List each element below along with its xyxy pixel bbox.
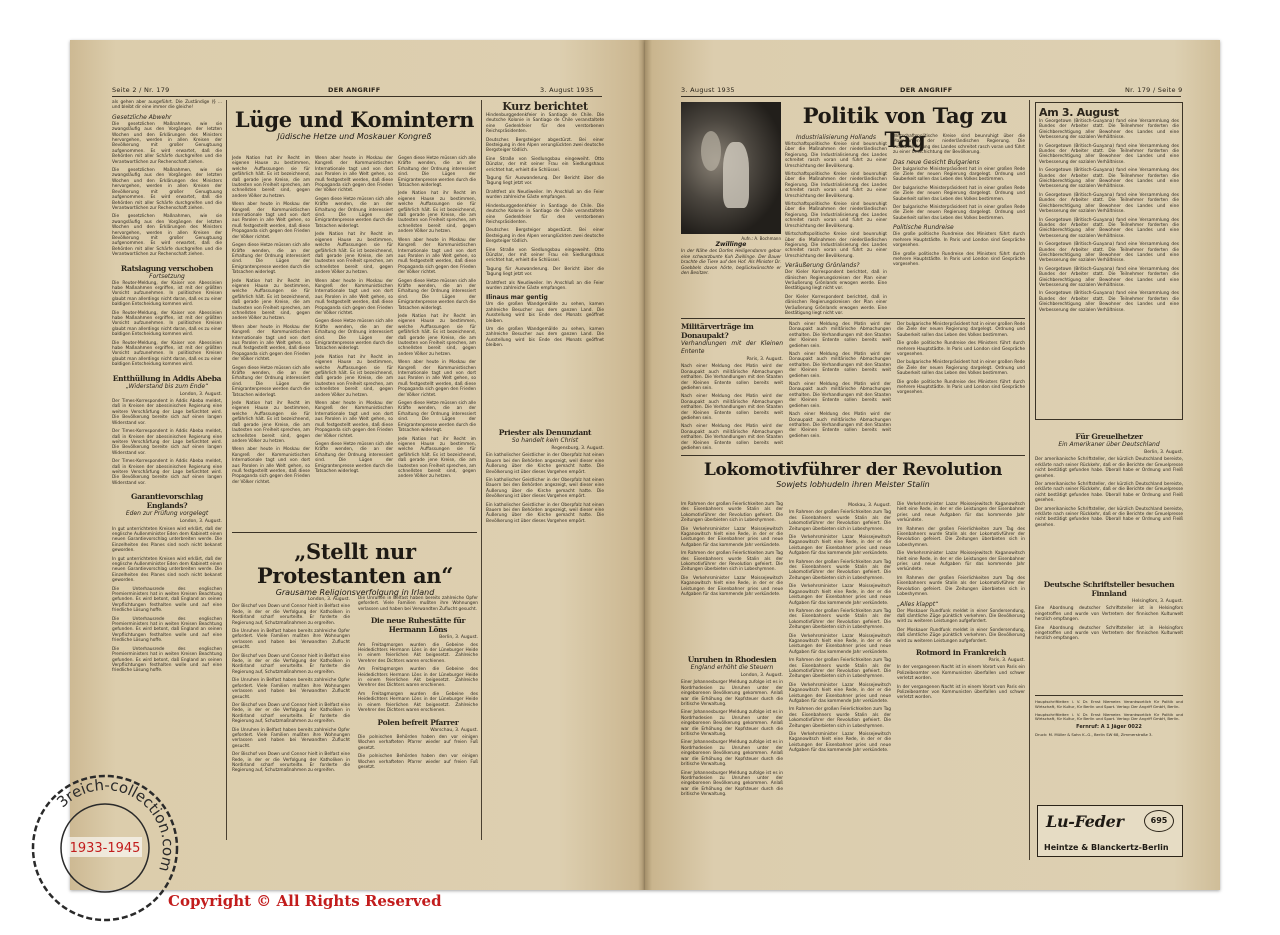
article-text: Der bulgarische Ministerpräsident hat in einer großen Rede die Ziele der neuen Regierung dargelegt. Ordnung und Sauberkeit sollen das Leben des Volkes bestimmen. [897, 360, 1025, 377]
subheadline: Industrialisierung Hollands [795, 134, 876, 141]
greuelhetzer-article [1035, 432, 1183, 572]
dateline: London, 3. August. [179, 391, 222, 397]
article-text: Die Reuter-Meldung, der Kaiser von Abessinien habe Maßnahmen ergriffen, ist mit der größten Vorsicht aufzunehmen. In politischen Kreisen glaubt man allerdings nicht daran, daß es zu einer baldigen Entscheidung kommen wird. [112, 310, 222, 338]
left-page-number: Seite 2 / Nr. 179 [112, 86, 170, 94]
intro-text: als gehen aber ausgeführt. Die Zuständige (§ ... und bleibt dir eine immer die gleiche! [112, 100, 222, 111]
am-3-august-title: Am 3. August [1039, 106, 1119, 119]
politik-col-2 [893, 134, 1025, 314]
impressum-phone: Fernruf: A 1 Jäger 0022 [1076, 724, 1142, 731]
article-text: Gegen diese Hetze müssen sich alle Kräfte wenden, die an der Erhaltung der Ordnung interessiert sind. Die Lügen der Emigrantenpresse werden durch die Tatsachen widerlegt. [232, 243, 310, 276]
article-text: Der Kieler Korrespondent berichtet, daß in dänischen Regierungskreisen der Plan einer Veräußerung Grönlands erwogen werde. Eine Bestätigung liegt nicht vor. [785, 270, 887, 292]
column-divider [481, 100, 482, 840]
protestanten-headline: „Stellt nur Protestanten an“ [256, 539, 454, 588]
article-text: Die große politische Rundreise des Ministers führt durch mehrere Hauptstädte. In Paris und London sind Gespräche vorgesehen. [893, 251, 1025, 268]
article-text: In der vergangenen Nacht ist in einem Vorort von Paris ein Polizeibeamter von Kommunisten überfallen und schwer verletzt worden. [897, 665, 1025, 682]
section-title: Gesetzliche Abwehr [112, 113, 172, 121]
main-article-col-3 [398, 156, 476, 486]
article-text: Gegen diese Hetze müssen sich alle Kräfte wenden, die an der Erhaltung der Ordnung interessiert sind. Die Lügen der Emigrantenpresse werden durch die Tatsachen widerlegt. [315, 319, 393, 352]
article-text: Im Rahmen der großen Feierlichkeiten zum Tag des Eisenbahners wurde Stalin als der Lokomotivführer der Revolution gefeiert. Die Zeitungen überbieten sich in Lobeshymnen. [681, 551, 783, 573]
article-text: Die Unterhausrede des englischen Premierministers hat in weiten Kreisen Beachtung gefunden. Es wird betont, daß England an seinen Verpflichtungen festhalten wolle und auf eine friedliche Lösung hoffe. [112, 616, 222, 644]
section-title: Ilinaus mar gentig [486, 294, 548, 302]
article-text: Die Verkehrsminister Lazar Moissejewitsch Kaganowitsch hielt eine Rede, in der er die Leistungen der Eisenbahner pries und neue Aufgaben für das kommende Jahr verkündete. [897, 502, 1025, 524]
section-title: Politische Rundreise [893, 224, 954, 232]
photo-credit: Aufn.: A. Bochmann [741, 236, 781, 241]
photo-caption-title: Zwillinge [715, 241, 747, 249]
article-text: Die Verkehrsminister Lazar Moissejewitsch Kaganowitsch hielt eine Rede, in der er die Leistungen der Eisenbahner pries und neue Aufgaben für das kommende Jahr verkündete. [681, 575, 783, 598]
lu-feder-ad [1037, 805, 1183, 857]
section-rule [681, 455, 1025, 456]
article-text: Wenn aber heute in Moskau der Kongreß der Kommunistischen Internationale tagt und von dort aus Parolen in alle Welt gehen, so muß festgestellt werden, daß diese Propaganda sich gegen den Frieden der Völker richtet. [232, 324, 310, 363]
article-text: Nach einer Meldung des Matin wird der Donaupakt auch militärische Abmachungen enthalten. Die Verhandlungen mit den Staaten der Kleinen Entente sollen bereits weit gediehen sein. [681, 364, 783, 392]
article-text: Im Rahmen der großen Feierlichkeiten zum Tag des Eisenbahners wurde Stalin als der Lokomotivführer der Revolution gefeiert. Die Zeitungen überbieten sich in Lobeshymnen. [789, 707, 891, 729]
section-title: Veräußerung Grönlands? [785, 262, 860, 270]
dateline: Berlin, 3. August. [439, 635, 478, 641]
photo-figure [723, 142, 749, 208]
news-item: Drahtfest als Neudiweiler. Im Anschluß an die Feier wurden zahlreiche Gäste empfangen. [486, 280, 604, 291]
donaupakt-article [681, 322, 783, 452]
newspaper-spread [70, 40, 1220, 890]
article-text: Nach einer Meldung des Matin wird der Donaupakt auch militärische Abmachungen enthalten. Die Verhandlungen mit den Staaten der Kleinen Entente sollen bereits weit gediehen sein. [789, 322, 891, 349]
kurz-berichtet-title: Kurz berichtet [502, 100, 588, 113]
protestanten-col-2 [358, 596, 478, 846]
donaupakt-col-2 [789, 322, 891, 452]
article-text: Die polnischen Behörden haben den vor einigen Wochen verhafteten Pfarrer wieder auf freien Fuß gesetzt. [358, 734, 478, 751]
politik-col-1 [785, 134, 887, 314]
lokomotiv-subheadline: Sowjets lobhudeln ihren Meister Stalin [776, 480, 930, 489]
subheadline: Fortsetzung [149, 272, 185, 280]
article-text: Gegen diese Hetze müssen sich alle Kräfte wenden, die an der Erhaltung der Ordnung interessiert sind. Die Lügen der Emigrantenpresse werden durch die Tatsachen widerlegt. [315, 441, 393, 474]
article-text: In der vergangenen Nacht ist in einem Vorort von Paris ein Polizeibeamter von Kommunisten überfallen und schwer verletzt worden. [897, 684, 1025, 701]
article-text: Wenn aber heute in Moskau der Kongreß der Kommunistischen Internationale tagt und von dort aus Parolen in alle Welt gehen, so muß festgestellt werden, daß diese Propaganda sich gegen den Frieden der Völker richtet. [398, 360, 476, 398]
article-text: In Georgetown (Britisch-Guayana) fand eine Versammlung des Bundes der Arbeiter statt. Die Teilnehmer forderten die Gleichberechtigung aller Bewohner des Landes und eine Verbesserung der sozialen Verhältnisse. [1039, 217, 1179, 239]
article-text: Wenn aber heute in Moskau der Kongreß der Kommunistischen Internationale tagt und von dort aus Parolen in alle Welt gehen, so muß festgestellt werden, daß diese Propaganda sich gegen den Frieden der Völker richtet. [315, 401, 393, 439]
article-text: Wenn aber heute in Moskau der Kongreß der Kommunistischen Internationale tagt und von dort aus Parolen in alle Welt gehen, so muß festgestellt werden, daß diese Propaganda sich gegen den Frieden der Völker richtet. [315, 156, 393, 194]
article-text: Die Reuter-Meldung, der Kaiser von Abessinien habe Maßnahmen ergriffen, ist mit der größten Vorsicht aufzunehmen. In politischen Kreisen glaubt man allerdings nicht daran, daß es zu einer baldigen Entscheidung kommen wird. [112, 280, 222, 308]
photo-caption [681, 236, 781, 306]
dateline: Warschau, 3. August. [430, 727, 478, 733]
article-text: Der Kieler Korrespondent berichtet, daß in dänischen Regierungskreisen der Plan einer Veräußerung Grönlands erwogen werde. Eine Bestätigung liegt nicht vor. [785, 294, 887, 316]
headline: Polen befreit Pfarrer [377, 717, 459, 727]
article-text: Der bulgarische Ministerpräsident hat in einer großen Rede die Ziele der neuen Regierung dargelegt. Ordnung und Sauberkeit sollen das Leben des Volkes bestimmen. [893, 205, 1025, 221]
article-text: Nach einer Meldung des Matin wird der Donaupakt auch militärische Abmachungen enthalten. Die Verhandlungen mit den Staaten der Kleinen Entente sollen bereits weit gediehen sein. [681, 424, 783, 452]
photo-figure [701, 131, 721, 171]
protestanten-subheadline: Grausame Religionsverfolgung in Irland [275, 588, 435, 597]
impressum-text: Hauptschriftleiter: i. V. Dr. Ernst Niemeier. Verantwortlich für Politik und Wirtschaft, für Kultur, für Berlin und Sport. Verlag: Der Angriff GmbH, Berlin. [1035, 699, 1183, 709]
dateline: London, 3. August. [740, 673, 783, 678]
article-text: Wirtschaftspolitische Kreise sind beunruhigt über die Maßnahmen der niederländischen Regierung. Die Industrialisierung des Landes schreitet rasch voran und führt zu einer Umschichtung der Bevölkerung. [785, 202, 887, 229]
article-text: Der Moskauer Rundfunk meldet in einer Sondersendung, daß sämtliche Züge pünktlich verkehren. Die Bevölkerung wird zu weiteren Leistungen aufgefordert. [897, 608, 1025, 625]
lokomotiv-col-1 [681, 502, 783, 652]
schriftsteller-article [1035, 580, 1183, 690]
article-text: Jede Nation hat ihr Recht im eigenen Hause zu bestimmen, welche Auffassungen sie für gefährlich hält. Es ist bezeichnend, daß gerade jene Kreise, die am lautesten von Freiheit sprechen, am schnellsten bereit sind, gegen andere Völker zu hetzen. [398, 191, 476, 235]
ad-number: 695 [1144, 810, 1174, 832]
article-text: Der bulgarische Ministerpräsident hat in einer großen Rede die Ziele der neuen Regierung dargelegt. Ordnung und Sauberkeit sollen das Leben des Volkes bestimmen. [893, 185, 1025, 202]
protestanten-col-1 [232, 596, 350, 846]
main-subheadline: Jüdische Hetze und Moskauer Kongreß [277, 132, 432, 141]
column-divider [226, 100, 227, 840]
article-text: In gut unterrichteten Kreisen wird erklärt, daß der englische Außenminister Eden dem Kabinett einen neuen Garantievorschlag unterbreiten werde. Die Einzelheiten des Planes sind noch nicht bekannt geworden. [112, 526, 222, 554]
article-text: Gegen diese Hetze müssen sich alle Kräfte wenden, die an der Erhaltung der Ordnung interessiert sind. Die Lügen der Emigrantenpresse werden durch die Tatsachen widerlegt. [232, 365, 310, 398]
article-text: In Georgetown (Britisch-Guayana) fand eine Versammlung des Bundes der Arbeiter statt. Die Teilnehmer forderten die Gleichberechtigung aller Bewohner des Landes und eine Verbesserung der sozialen Verhältnisse. [1039, 192, 1179, 215]
stamp-years: 1933-1945 [69, 841, 141, 856]
article-text: Um die großen Wandgemälde zu sehen, kamen zahlreiche Besucher aus dem ganzen Land. Die Ausstellung wird bis Ende des Monats geöffnet bleiben. [486, 327, 604, 349]
article-text: Am Freitagmorgen wurden die Gebeine des Heidedichters Hermann Löns in der Lüneburger Heide in einem feierlichen Akt beigesetzt. Zahlreiche Verehrer des Dichters waren erschienen. [358, 691, 478, 714]
article-text: In Georgetown (Britisch-Guayana) fand eine Versammlung des Bundes der Arbeiter statt. Die Teilnehmer forderten die Gleichberechtigung aller Bewohner des Landes und eine Verbesserung der sozialen Verhältnisse. [1039, 291, 1179, 313]
headline: Priester als Denunziant [498, 428, 592, 437]
article-text: Gegen diese Hetze müssen sich alle Kräfte wenden, die an der Erhaltung der Ordnung interessiert sind. Die Lügen der Emigrantenpresse werden durch die Tatsachen widerlegt. [398, 401, 476, 434]
article-text: Der Times-Korrespondent in Addis Abeba meldet, daß in Kreisen der abessinischen Regierung eine weitere Verschärfung der Lage befürchtet wird. Die Bevölkerung bereite sich auf einen langen Widerstand vor. [112, 459, 222, 486]
news-item: Eine Straße von Siedlungsbau eingeweiht. Otto Dünzlar, der mit seiner Frau ein Siedlungshaus errichtet hat, erhielt die Schlüssel. [486, 247, 604, 264]
politik-headline: Politik von Tag zu Tag [802, 103, 1008, 152]
article-text: Einer Johannesburger Meldung zufolge ist es in Nordrhodesien zu Unruhen unter der eingeborenen Bevölkerung gekommen. Anlaß war die Erhöhung der Kopfsteuer durch die britische Verwaltung. [681, 740, 783, 768]
section-text: Die gesetzlichen Maßnahmen, wie sie zwangsläufig aus den Vorgängen der letzten Wochen und den Erklärungen des Ministers hervorgehen, werden in allen Kreisen der Bevölkerung mit großer Genugtuung aufgenommen. Es wird erwartet, daß die Behörden mit aller Schärfe durchgreifen und die Verantwortlichen zur Rechenschaft ziehen. [112, 121, 222, 165]
article-text: Nach einer Meldung des Matin wird der Donaupakt auch militärische Abmachungen enthalten. Die Verhandlungen mit den Staaten der Kleinen Entente sollen bereits weit gediehen sein. [789, 352, 891, 379]
article-text: Der Bischof von Down und Connor hielt in Belfast eine Rede, in der er die Verfolgung der Katholiken in Nordirland scharf verurteilte. Er forderte die Regierung auf, Schutzmaßnahmen zu ergreifen. [232, 702, 350, 725]
news-item: Hindenburggedenkfeier in Santiago de Chile. Die deutsche Kolonie in Santiago de Chile veranstaltete eine Gedenkfeier für den verstorbenen Reichspräsidenten. [486, 203, 604, 225]
article-text: Gegen diese Hetze müssen sich alle Kräfte wenden, die an der Erhaltung der Ordnung interessiert sind. Die Lügen der Emigrantenpresse werden durch die Tatsachen widerlegt. [398, 278, 476, 311]
article-text: Die Verkehrsminister Lazar Moissejewitsch Kaganowitsch hielt eine Rede, in der er die Leistungen der Eisenbahner pries und neue Aufgaben für das kommende Jahr verkündete. [681, 526, 783, 548]
article-text: Die Verkehrsminister Lazar Moissejewitsch Kaganowitsch hielt eine Rede, in der er die Leistungen der Eisenbahner pries und neue Aufgaben für das kommende Jahr verkündete. [789, 584, 891, 606]
headline: Entthüllung in Addis Abeba [112, 373, 222, 383]
subheadline: Ein Amerikaner über Deutschland [1058, 441, 1160, 448]
left-date: 3. August 1935 [540, 86, 594, 94]
article-text: Der amerikanische Schriftsteller, der kürzlich Deutschland bereiste, erklärte nach seiner Rückkehr, daß er die Berichte der Greuelpresse nicht bestätigt gefunden habe. Überall habe er Ordnung und Fleiß gesehen. [1035, 457, 1183, 479]
article-text: Um die großen Wandgemälde zu sehen, kamen zahlreiche Besucher aus dem ganzen Land. Die Ausstellung wird bis Ende des Monats geöffnet bleiben. [486, 302, 604, 324]
main-article-col-2 [315, 156, 393, 486]
article-text: Im Rahmen der großen Feierlichkeiten zum Tag des Eisenbahners wurde Stalin als der Lokomotivführer der Revolution gefeiert. Die Zeitungen überbieten sich in Lobeshymnen. [789, 559, 891, 581]
section-title: „Alles klappt“ [897, 600, 939, 608]
lokomotiv-headline-block [681, 460, 1025, 500]
article-text: Wenn aber heute in Moskau der Kongreß der Kommunistischen Internationale tagt und von dort aus Parolen in alle Welt gehen, so muß festgestellt werden, daß diese Propaganda sich gegen den Frieden der Völker richtet. [232, 202, 310, 240]
section-text: Die gesetzlichen Maßnahmen, wie sie zwangsläufig aus den Vorgängen der letzten Wochen und den Erklärungen des Ministers hervorgehen, werden in allen Kreisen der Bevölkerung mit großer Genugtuung aufgenommen. Es wird erwartet, daß die Behörden mit aller Schärfe durchgreifen und die Verantwortlichen zur Rechenschaft ziehen. [112, 168, 222, 211]
section-text: Die gesetzlichen Maßnahmen, wie sie zwangsläufig aus den Vorgängen der letzten Wochen und den Erklärungen des Ministers hervorgehen, werden in allen Kreisen der Bevölkerung mit großer Genugtuung aufgenommen. Es wird erwartet, daß die Behörden mit aller Schärfe durchgreifen und die Verantwortlichen zur Rechenschaft ziehen. [112, 214, 222, 258]
headline: Unruhen in Rhodesien [687, 655, 777, 664]
headline: Ratslagung verschoben [120, 263, 214, 273]
left-masthead: DER ANGRIFF [328, 86, 381, 94]
news-item: Eine Straße von Siedlungsbau eingeweiht. Otto Dünzlar, der mit seiner Frau ein Siedlungshaus errichtet hat, erhielt die Schlüssel. [486, 156, 604, 173]
lokomotiv-col-2 [789, 502, 891, 852]
article-text: In Georgetown (Britisch-Guayana) fand eine Versammlung des Bundes der Arbeiter statt. Die Teilnehmer forderten die Gleichberechtigung aller Bewohner des Landes und eine Verbesserung der sozialen Verhältnisse. [1039, 266, 1179, 288]
news-item: Tagung für Auswanderung. Der Bericht über die Tagung liegt jetzt vor. [486, 176, 604, 187]
main-headline: Lüge und Komintern [234, 107, 475, 132]
article-text: Einer Johannesburger Meldung zufolge ist es in Nordrhodesien zu Unruhen unter der eingeborenen Bevölkerung gekommen. Anlaß war die Erhöhung der Kopfsteuer durch die britische Verwaltung. [681, 770, 783, 798]
right-masthead: DER ANGRIFF [900, 86, 953, 94]
center-fold [638, 40, 652, 890]
dateline: Paris, 3. August. [988, 657, 1025, 663]
article-text: Gegen diese Hetze müssen sich alle Kräfte wenden, die an der Erhaltung der Ordnung interessiert sind. Die Lügen der Emigrantenpresse werden durch die Tatsachen widerlegt. [315, 196, 393, 229]
kurz-berichtet-column [486, 100, 604, 420]
headline: Garantievorschlag Englands? [130, 492, 204, 511]
dateline: Moskau, 3. August. [848, 503, 891, 508]
article-text: Der Times-Korrespondent in Addis Abeba meldet, daß in Kreisen der abessinischen Regierung eine weitere Verschärfung der Lage befürchtet wird. Die Bevölkerung bereite sich auf einen langen Widerstand vor. [112, 429, 222, 456]
article-text: Nach einer Meldung des Matin wird der Donaupakt auch militärische Abmachungen enthalten. Die Verhandlungen mit den Staaten der Kleinen Entente sollen bereits weit gediehen sein. [789, 382, 891, 409]
article-text: Der Moskauer Rundfunk meldet in einer Sondersendung, daß sämtliche Züge pünktlich verkehren. Die Bevölkerung wird zu weiteren Leistungen aufgefordert. [897, 627, 1025, 644]
article-text: Wenn aber heute in Moskau der Kongreß der Kommunistischen Internationale tagt und von dort aus Parolen in alle Welt gehen, so muß festgestellt werden, daß diese Propaganda sich gegen den Frieden der Völker richtet. [315, 278, 393, 316]
article-text: Jede Nation hat ihr Recht im eigenen Hause zu bestimmen, welche Auffassungen sie für gefährlich hält. Es ist bezeichnend, daß gerade jene Kreise, die am lautesten von Freiheit sprechen, am schnellsten bereit sind, gegen andere Völker zu hetzen. [315, 354, 393, 398]
collection-stamp [30, 773, 180, 923]
article-text: Die Unruhen in Belfast haben bereits zahlreiche Opfer gefordert. Viele Familien mußten ihre Wohnungen verlassen und haben bei Verwandten Zuflucht gesucht. [232, 678, 350, 700]
section-title: Das neue Gesicht Bulgariens [893, 158, 980, 166]
subheadline: England erhöht die Steuern [690, 664, 774, 671]
headline: Die neue Ruhestätte für Hermann Löns [370, 616, 466, 635]
column-divider [1029, 100, 1030, 860]
header-rule [112, 96, 602, 97]
article-text: In Georgetown (Britisch-Guayana) fand eine Versammlung des Bundes der Arbeiter statt. Die Teilnehmer forderten die Gleichberechtigung aller Bewohner des Landes und eine Verbesserung der sozialen Verhältnisse. [1039, 168, 1179, 190]
article-text: Die Verkehrsminister Lazar Moissejewitsch Kaganowitsch hielt eine Rede, in der er die Leistungen der Eisenbahner pries und neue Aufgaben für das kommende Jahr verkündete. [789, 732, 891, 754]
article-text: Im Rahmen der großen Feierlichkeiten zum Tag des Eisenbahners wurde Stalin als der Lokomotivführer der Revolution gefeiert. Die Zeitungen überbieten sich in Lobeshymnen. [789, 510, 891, 532]
lokomotiv-headline: Lokomotivführer der Revolution [703, 460, 1003, 480]
dateline: London, 3. August. [307, 597, 350, 602]
article-text: Jede Nation hat ihr Recht im eigenen Hause zu bestimmen, welche Auffassungen sie für gefährlich hält. Es ist bezeichnend, daß gerade jene Kreise, die am lautesten von Freiheit sprechen, am schnellsten bereit sind, gegen andere Völker zu hetzen. [315, 232, 393, 276]
section-rule [232, 532, 477, 533]
news-item: Deutsches Bergsteiger abgestürzt. Bei einer Besteigung in den Alpen verunglückten zwei deutsche Bergsteiger tödlich. [486, 228, 604, 245]
subheadline: Verhandlungen mit der Kleinen Entente [681, 340, 783, 355]
am-3-august-box [1035, 102, 1183, 420]
article-text: Im Rahmen der großen Feierlichkeiten zum Tag des Eisenbahners wurde Stalin als der Lokomotivführer der Revolution gefeiert. Die Zeitungen überbieten sich in Lobeshymnen. [897, 526, 1025, 548]
article-text: Die Reuter-Meldung, der Kaiser von Abessinien habe Maßnahmen ergriffen, ist mit der größten Vorsicht aufzunehmen. In politischen Kreisen glaubt man allerdings nicht daran, daß es zu einer baldigen Entscheidung kommen wird. [112, 340, 222, 368]
article-text: Im Rahmen der großen Feierlichkeiten zum Tag des Eisenbahners wurde Stalin als der Lokomotivführer der Revolution gefeiert. Die Zeitungen überbieten sich in Lobeshymnen. [789, 658, 891, 680]
article-text: Wirtschaftspolitische Kreise sind beunruhigt über die Maßnahmen der niederländischen Regierung. Die Industrialisierung des Landes schreitet rasch voran und führt zu einer Umschichtung der Bevölkerung. [785, 142, 887, 169]
article-text: Wirtschaftspolitische Kreise sind beunruhigt über die Maßnahmen der niederländischen Regierung. Die Industrialisierung des Landes schreitet rasch voran und führt zu einer Umschichtung der Bevölkerung. [893, 134, 1025, 156]
left-column [112, 100, 222, 840]
article-text: Wenn aber heute in Moskau der Kongreß der Kommunistischen Internationale tagt und von dort aus Parolen in alle Welt gehen, so muß festgestellt werden, daß diese Propaganda sich gegen den Frieden der Völker richtet. [232, 447, 310, 485]
right-date: 3. August 1935 [681, 86, 735, 94]
subheadline: So handelt kein Christ [511, 437, 579, 444]
stamp-text: 3reich-collection.com [53, 775, 178, 874]
article-text: Im Rahmen der großen Feierlichkeiten zum Tag des Eisenbahners wurde Stalin als der Lokomotivführer der Revolution gefeiert. Die Zeitungen überbieten sich in Lobeshymnen. [681, 502, 783, 524]
news-item: Tagung für Auswanderung. Der Bericht über die Tagung liegt jetzt vor. [486, 266, 604, 278]
article-text: Ein katholischer Geistlicher in der Oberpfalz hat einen Bauern bei den Behörden angezeigt, weil dieser eine Äußerung über die Kirche gemacht hatte. Die Bevölkerung ist über dieses Vorgehen empört. [486, 502, 604, 524]
article-text: Der bulgarische Ministerpräsident hat in einer großen Rede die Ziele der neuen Regierung dargelegt. Ordnung und Sauberkeit sollen das Leben des Volkes bestimmen. [897, 322, 1025, 338]
ad-brand: Lu-Feder [1046, 812, 1124, 831]
news-item: Drahtfest als Neudiweiler. Im Anschluß an die Feier wurden zahlreiche Gäste empfangen. [486, 189, 604, 201]
rhodesien-article [681, 655, 783, 855]
article-text: Nach einer Meldung des Matin wird der Donaupakt auch militärische Abmachungen enthalten. Die Verhandlungen mit den Staaten der Kleinen Entente sollen bereits weit gediehen sein. [789, 412, 891, 439]
article-text: Jede Nation hat ihr Recht im eigenen Hause zu bestimmen, welche Auffassungen sie für gefährlich hält. Es ist bezeichnend, daß gerade jene Kreise, die am lautesten von Freiheit sprechen, am schnellsten bereit sind, gegen andere Völker zu hetzen. [398, 436, 476, 480]
article-text: Einer Johannesburger Meldung zufolge ist es in Nordrhodesien zu Unruhen unter der eingeborenen Bevölkerung gekommen. Anlaß war die Erhöhung der Kopfsteuer durch die britische Verwaltung. [681, 710, 783, 738]
article-text: Die Unruhen in Belfast haben bereits zahlreiche Opfer gefordert. Viele Familien mußten ihre Wohnungen verlassen und haben bei Verwandten Zuflucht gesucht. [232, 629, 350, 651]
article-text: Die polnischen Behörden haben den vor einigen Wochen verhafteten Pfarrer wieder auf freien Fuß gesetzt. [358, 754, 478, 770]
article-text: Die Unterhausrede des englischen Premierministers hat in weiten Kreisen Beachtung gefunden. Es wird betont, daß England an seinen Verpflichtungen festhalten wolle und auf eine friedliche Lösung hoffe. [112, 646, 222, 674]
donaupakt-col-3 [897, 322, 1025, 452]
article-text: Jede Nation hat ihr Recht im eigenen Hause zu bestimmen, welche Auffassungen sie für gefährlich hält. Es ist bezeichnend, daß gerade jene Kreise, die am lautesten von Freiheit sprechen, am schnellsten bereit sind, gegen andere Völker zu hetzen. [398, 313, 476, 357]
dateline: Regensburg, 3. August. [551, 446, 604, 451]
ad-maker: Heintze & Blanckertz-Berlin [1044, 843, 1169, 852]
article-text: Eine Abordnung deutscher Schriftsteller ist in Helsingfors eingetroffen und wurde von Vertretern der finnischen Kulturwelt herzlich empfangen. [1035, 625, 1183, 642]
subheadline: Eden zur Prüfung vorgelegt [125, 510, 209, 518]
lokomotiv-col-3 [897, 502, 1025, 852]
right-page-number: Nr. 179 / Seite 9 [1125, 86, 1183, 94]
article-text: Der amerikanische Schriftsteller, der kürzlich Deutschland bereiste, erklärte nach seiner Rückkehr, daß er die Berichte der Greuelpresse nicht bestätigt gefunden habe. Überall habe er Ordnung und Fleiß gesehen. [1035, 482, 1183, 504]
article-text: In Georgetown (Britisch-Guayana) fand eine Versammlung des Bundes der Arbeiter statt. Die Teilnehmer forderten die Gleichberechtigung aller Bewohner des Landes und eine Verbesserung der sozialen Verhältnisse. [1039, 242, 1179, 264]
news-item: Hindenburggedenkfeier in Santiago de Chile. Die deutsche Kolonie in Santiago de Chile veranstaltete eine Gedenkfeier für den verstorbenen Reichspräsidenten. [486, 113, 604, 135]
article-text: Nach einer Meldung des Matin wird der Donaupakt auch militärische Abmachungen enthalten. Die Verhandlungen mit den Staaten der Kleinen Entente sollen bereits weit gediehen sein. [681, 394, 783, 422]
article-text: Die Verkehrsminister Lazar Moissejewitsch Kaganowitsch hielt eine Rede, in der er die Leistungen der Eisenbahner pries und neue Aufgaben für das kommende Jahr verkündete. [789, 682, 891, 704]
article-text: Die Unruhen in Belfast haben bereits zahlreiche Opfer gefordert. Viele Familien mußten ihre Wohnungen verlassen und haben bei Verwandten Zuflucht gesucht. [232, 727, 350, 749]
impressum [1035, 700, 1183, 800]
impressum-text: Hauptschriftleiter: i. V. Dr. Ernst Niemeier. Verantwortlich für Politik und Wirtschaft, für Kultur, für Berlin und Sport. Verlag: Der Angriff GmbH, Berlin. [1035, 711, 1183, 722]
article-text: Jede Nation hat ihr Recht im eigenen Hause zu bestimmen, welche Auffassungen sie für gefährlich hält. Es ist bezeichnend, daß gerade jene Kreise, die am lautesten von Freiheit sprechen, am schnellsten bereit sind, gegen andere Völker zu hetzen. [232, 156, 310, 199]
article-text: Am Freitagmorgen wurden die Gebeine des Heidedichters Hermann Löns in der Lüneburger Heide in einem feierlichen Akt beigesetzt. Zahlreiche Verehrer des Dichters waren erschienen. [358, 667, 478, 689]
dateline: London, 3. August. [179, 519, 222, 525]
headline: Für Greuelhetzer [1075, 432, 1143, 441]
article-text: Der Bischof von Down und Connor hielt in Belfast eine Rede, in der er die Verfolgung der Katholiken in Nordirland scharf verurteilte. Er forderte die Regierung auf, Schutzmaßnahmen zu ergreifen. [232, 653, 350, 675]
article-text: Der Bischof von Down und Connor hielt in Belfast eine Rede, in der er die Verfolgung der Katholiken in Nordirland scharf verurteilte. Er forderte die Regierung auf, Schutzmaßnahmen zu ergreifen. [232, 752, 350, 774]
article-text: Die Verkehrsminister Lazar Moissejewitsch Kaganowitsch hielt eine Rede, in der er die Leistungen der Eisenbahner pries und neue Aufgaben für das kommende Jahr verkündete. [789, 535, 891, 557]
article-text: Die Unruhen in Belfast haben bereits zahlreiche Opfer gefordert. Viele Familien mußten ihre Wohnungen verlassen und haben bei Verwandten Zuflucht gesucht. [358, 596, 478, 612]
article-text: Die große politische Rundreise des Ministers führt durch mehrere Hauptstädte. In Paris und London sind Gespräche vorgesehen. [893, 232, 1025, 249]
article-text: Wirtschaftspolitische Kreise sind beunruhigt über die Maßnahmen der niederländischen Regierung. Die Industrialisierung des Landes schreitet rasch voran und führt zu einer Umschichtung der Bevölkerung. [785, 232, 887, 259]
article-text: Die Verkehrsminister Lazar Moissejewitsch Kaganowitsch hielt eine Rede, in der er die Leistungen der Eisenbahner pries und neue Aufgaben für das kommende Jahr verkündete. [897, 551, 1025, 573]
photo-twins [681, 102, 781, 234]
article-text: In Georgetown (Britisch-Guayana) fand eine Versammlung des Bundes der Arbeiter statt. Die Teilnehmer forderten die Gleichberechtigung aller Bewohner des Landes und eine Verbesserung der sozialen Verhältnisse. [1039, 119, 1179, 141]
news-item: Deutsches Bergsteiger abgestürzt. Bei einer Besteigung in den Alpen verunglückten zwei deutsche Bergsteiger tödlich. [486, 137, 604, 154]
article-text: Der bulgarische Ministerpräsident hat in einer großen Rede die Ziele der neuen Regierung dargelegt. Ordnung und Sauberkeit sollen das Leben des Volkes bestimmen. [893, 166, 1025, 183]
article-text: Die große politische Rundreise des Ministers führt durch mehrere Hauptstädte. In Paris und London sind Gespräche vorgesehen. [897, 341, 1025, 358]
article-text: Die Verkehrsminister Lazar Moissejewitsch Kaganowitsch hielt eine Rede, in der er die Leistungen der Eisenbahner pries und neue Aufgaben für das kommende Jahr verkündete. [789, 633, 891, 655]
article-text: Der Bischof von Down und Connor hielt in Belfast eine Rede, in der er die Verfolgung der Katholiken in Nordirland scharf verurteilte. Er forderte die Regierung auf, Schutzmaßnahmen zu ergreifen. [232, 604, 350, 626]
protestanten-headline-block [230, 539, 480, 597]
article-text: Einer Johannesburger Meldung zufolge ist es in Nordrhodesien zu Unruhen unter der eingeborenen Bevölkerung gekommen. Anlaß war die Erhöhung der Kopfsteuer durch die britische Verwaltung. [681, 680, 783, 708]
article-text: Eine Abordnung deutscher Schriftsteller ist in Helsingfors eingetroffen und wurde von Vertretern der finnischen Kulturwelt herzlich empfangen. [1035, 606, 1183, 623]
article-text: Die große politische Rundreise des Ministers führt durch mehrere Hauptstädte. In Paris und London sind Gespräche vorgesehen. [897, 379, 1025, 396]
headline: Rotmord in Frankreich [915, 647, 1007, 657]
main-article-col-1 [232, 156, 310, 486]
article-text: In Georgetown (Britisch-Guayana) fand eine Versammlung des Bundes der Arbeiter statt. Die Teilnehmer forderten die Gleichberechtigung aller Bewohner des Landes und eine Verbesserung der sozialen Verhältnisse. [1039, 143, 1179, 165]
priester-article [486, 428, 604, 576]
photo-caption-text: In der Nähe des Dorfes Heiligendamm gebar eine schwarzbunte Kuh Zwillinge. Der Bauer brachte die Tiere auf den Hof. Als Minister Dr. Goebbels davon hörte, beglückwünschte er den Besitzer. [681, 249, 781, 277]
article-text: Die Unterhausrede des englischen Premierministers hat in weiten Kreisen Beachtung gefunden. Es wird betont, daß England an seinen Verpflichtungen festhalten wolle und auf eine friedliche Lösung hoffe. [112, 586, 222, 614]
left-page [70, 40, 645, 890]
article-text: Jede Nation hat ihr Recht im eigenen Hause zu bestimmen, welche Auffassungen sie für gefährlich hält. Es ist bezeichnend, daß gerade jene Kreise, die am lautesten von Freiheit sprechen, am schnellsten bereit sind, gegen andere Völker zu hetzen. [232, 278, 310, 322]
article-text: Im Rahmen der großen Feierlichkeiten zum Tag des Eisenbahners wurde Stalin als der Lokomotivführer der Revolution gefeiert. Die Zeitungen überbieten sich in Lobeshymnen. [897, 575, 1025, 598]
article-text: Im Rahmen der großen Feierlichkeiten zum Tag des Eisenbahners wurde Stalin als der Lokomotivführer der Revolution gefeiert. Die Zeitungen überbieten sich in Lobeshymnen. [789, 608, 891, 631]
article-text: Wenn aber heute in Moskau der Kongreß der Kommunistischen Internationale tagt und von dort aus Parolen in alle Welt gehen, so muß festgestellt werden, daß diese Propaganda sich gegen den Frieden der Völker richtet. [398, 237, 476, 276]
article-text: Der amerikanische Schriftsteller, der kürzlich Deutschland bereiste, erklärte nach seiner Rückkehr, daß er die Berichte der Greuelpresse nicht bestätigt gefunden habe. Überall habe er Ordnung und Fleiß gesehen. [1035, 506, 1183, 528]
article-text: Der Times-Korrespondent in Addis Abeba meldet, daß in Kreisen der abessinischen Regierung eine weitere Verschärfung der Lage befürchtet wird. Die Bevölkerung bereite sich auf einen langen Widerstand vor. [112, 399, 222, 426]
article-text: In gut unterrichteten Kreisen wird erklärt, daß der englische Außenminister Eden dem Kabinett einen neuen Garantievorschlag unterbreiten werde. Die Einzelheiten des Planes sind noch nicht bekannt geworden. [112, 556, 222, 584]
copyright-notice: Copyright © All Rights Reserved [168, 892, 442, 910]
header-rule [681, 96, 1181, 97]
section-rule [681, 318, 1025, 319]
subheadline: „Widerstand bis zum Ende“ [125, 382, 209, 390]
headline: Deutsche Schriftsteller besuchen Finnland [1043, 580, 1175, 598]
headline: Militärverträge im Donaupakt? [681, 322, 754, 340]
article-text: Jede Nation hat ihr Recht im eigenen Hause zu bestimmen, welche Auffassungen sie für gefährlich hält. Es ist bezeichnend, daß gerade jene Kreise, die am lautesten von Freiheit sprechen, am schnellsten bereit sind, gegen andere Völker zu hetzen. [232, 401, 310, 444]
dateline: Helsingfors, 3. August. [1131, 599, 1183, 604]
impressum-print: Druck: M. Müller & Sohn K.-G., Berlin SW 68, Zimmerstraße 3. [1035, 731, 1153, 737]
article-text: Ein katholischer Geistlicher in der Oberpfalz hat einen Bauern bei den Behörden angezeigt, weil dieser eine Äußerung über die Kirche gemacht hatte. Die Bevölkerung ist über dieses Vorgehen empört. [486, 453, 604, 475]
article-text: Gegen diese Hetze müssen sich alle Kräfte wenden, die an der Erhaltung der Ordnung interessiert sind. Die Lügen der Emigrantenpresse werden durch die Tatsachen widerlegt. [398, 156, 476, 189]
article-text: Ein katholischer Geistlicher in der Oberpfalz hat einen Bauern bei den Behörden angezeigt, weil dieser eine Äußerung über die Kirche gemacht hatte. Die Bevölkerung ist über dieses Vorgehen empört. [486, 478, 604, 500]
main-headline-block [232, 108, 477, 148]
article-text: Am Freitagmorgen wurden die Gebeine des Heidedichters Hermann Löns in der Lüneburger Heide in einem feierlichen Akt beigesetzt. Zahlreiche Verehrer des Dichters waren erschienen. [358, 642, 478, 664]
section-rule [1035, 695, 1183, 696]
dateline: Paris, 3. August. [746, 357, 783, 362]
article-text: Wirtschaftspolitische Kreise sind beunruhigt über die Maßnahmen der niederländischen Regierung. Die Industrialisierung des Landes schreitet rasch voran und führt zu einer Umschichtung der Bevölkerung. [785, 172, 887, 199]
right-page [645, 40, 1220, 890]
dateline: Berlin, 3. August. [1144, 450, 1183, 455]
